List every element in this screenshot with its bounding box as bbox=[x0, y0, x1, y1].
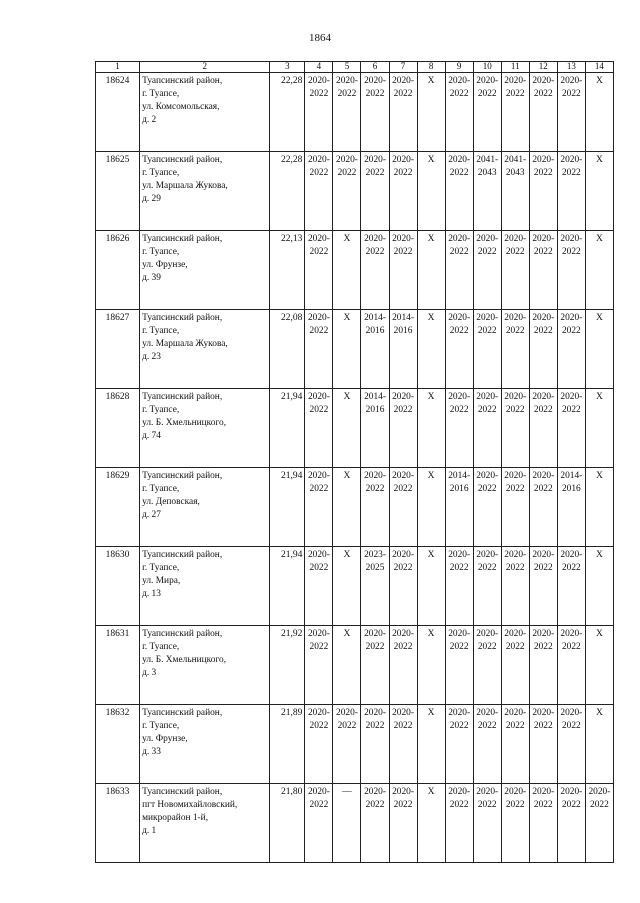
period-cell: 2020- 2022 bbox=[529, 73, 557, 152]
period-cell: 2020- 2022 bbox=[473, 231, 501, 310]
period-cell: 2020- 2022 bbox=[445, 547, 473, 626]
table-row bbox=[96, 73, 614, 152]
address-cell: Туапсинский район, г. Туапсе, ул. Фрунзе, д. 39 bbox=[140, 231, 270, 310]
period-cell: 2020- 2022 bbox=[529, 784, 557, 863]
period-cell: 2020- 2022 bbox=[389, 152, 417, 231]
period-cell: 2014- 2016 bbox=[361, 389, 389, 468]
period-cell: 2020- 2022 bbox=[473, 310, 501, 389]
column-number-cell: 2 bbox=[140, 62, 270, 73]
period-cell: X bbox=[585, 152, 613, 231]
record-id: 18629 bbox=[96, 468, 140, 547]
address-cell: Туапсинский район, г. Туапсе, ул. Деповская, д. 27 bbox=[140, 468, 270, 547]
column-number-cell: 14 bbox=[585, 62, 613, 73]
period-cell: 2020- 2022 bbox=[361, 152, 389, 231]
table-row bbox=[96, 310, 614, 389]
document-table bbox=[95, 61, 614, 863]
period-cell: 2020- 2022 bbox=[501, 547, 529, 626]
period-cell: 2020- 2022 bbox=[333, 73, 361, 152]
period-cell: 2020- 2022 bbox=[389, 705, 417, 784]
column-number-cell: 13 bbox=[557, 62, 585, 73]
period-cell: X bbox=[333, 547, 361, 626]
value-cell: 22,28 bbox=[270, 73, 305, 152]
period-cell: 2020- 2022 bbox=[501, 705, 529, 784]
period-cell: X bbox=[585, 705, 613, 784]
period-cell: 2020- 2022 bbox=[557, 547, 585, 626]
period-cell: 2020- 2022 bbox=[473, 784, 501, 863]
period-cell: 2023- 2025 bbox=[361, 547, 389, 626]
period-cell: X bbox=[417, 310, 445, 389]
table-row bbox=[96, 547, 614, 626]
period-cell: 2020- 2022 bbox=[389, 389, 417, 468]
period-cell: 2020- 2022 bbox=[361, 231, 389, 310]
period-cell: 2020- 2022 bbox=[529, 705, 557, 784]
table-row bbox=[96, 626, 614, 705]
period-cell: 2020- 2022 bbox=[473, 468, 501, 547]
period-cell: 2020- 2022 bbox=[445, 784, 473, 863]
period-cell: 2020- 2022 bbox=[557, 231, 585, 310]
period-cell: X bbox=[417, 231, 445, 310]
period-cell: 2020- 2022 bbox=[529, 152, 557, 231]
period-cell: X bbox=[333, 231, 361, 310]
period-cell: 2020- 2022 bbox=[473, 705, 501, 784]
value-cell: 21,92 bbox=[270, 626, 305, 705]
column-number-cell: 10 bbox=[473, 62, 501, 73]
period-cell: 2020- 2022 bbox=[361, 784, 389, 863]
column-number-cell: 12 bbox=[529, 62, 557, 73]
value-cell: 22,13 bbox=[270, 231, 305, 310]
period-cell: X bbox=[585, 547, 613, 626]
period-cell: 2020- 2022 bbox=[389, 231, 417, 310]
period-cell: 2020- 2022 bbox=[501, 310, 529, 389]
period-cell: 2020- 2022 bbox=[585, 784, 613, 863]
period-cell: 2020- 2022 bbox=[445, 310, 473, 389]
period-cell: 2020- 2022 bbox=[361, 468, 389, 547]
column-number-cell: 5 bbox=[333, 62, 361, 73]
period-cell: 2020- 2022 bbox=[473, 547, 501, 626]
period-cell: 2020- 2022 bbox=[529, 468, 557, 547]
table-row bbox=[96, 705, 614, 784]
period-cell: 2020- 2022 bbox=[557, 73, 585, 152]
table-row bbox=[96, 389, 614, 468]
value-cell: 22,28 bbox=[270, 152, 305, 231]
period-cell: X bbox=[417, 705, 445, 784]
period-cell: 2020- 2022 bbox=[305, 231, 333, 310]
period-cell: X bbox=[585, 626, 613, 705]
period-cell: 2020- 2022 bbox=[473, 389, 501, 468]
period-cell: 2020- 2022 bbox=[445, 73, 473, 152]
period-cell: 2020- 2022 bbox=[305, 389, 333, 468]
period-cell: 2020- 2022 bbox=[305, 468, 333, 547]
period-cell: X bbox=[417, 73, 445, 152]
period-cell: 2020- 2022 bbox=[361, 73, 389, 152]
period-cell: 2020- 2022 bbox=[305, 310, 333, 389]
period-cell: X bbox=[333, 310, 361, 389]
period-cell: 2020- 2022 bbox=[557, 784, 585, 863]
period-cell: 2020- 2022 bbox=[557, 389, 585, 468]
period-cell: 2020- 2022 bbox=[389, 784, 417, 863]
period-cell: X bbox=[585, 231, 613, 310]
record-id: 18630 bbox=[96, 547, 140, 626]
period-cell: 2020- 2022 bbox=[501, 73, 529, 152]
period-cell: 2020- 2022 bbox=[445, 705, 473, 784]
table-row bbox=[96, 468, 614, 547]
period-cell: 2020- 2022 bbox=[361, 705, 389, 784]
period-cell: X bbox=[417, 389, 445, 468]
period-cell: 2020- 2022 bbox=[557, 626, 585, 705]
value-cell: 21,94 bbox=[270, 389, 305, 468]
period-cell: 2020- 2022 bbox=[445, 389, 473, 468]
value-cell: 22,08 bbox=[270, 310, 305, 389]
column-number-cell: 6 bbox=[361, 62, 389, 73]
address-cell: Туапсинский район, пгт Новомихайловский, микрорайон 1-й, д. 1 bbox=[140, 784, 270, 863]
period-cell: 2020- 2022 bbox=[529, 310, 557, 389]
record-id: 18625 bbox=[96, 152, 140, 231]
period-cell: 2020- 2022 bbox=[389, 547, 417, 626]
table-row bbox=[96, 784, 614, 863]
period-cell: X bbox=[585, 468, 613, 547]
value-cell: 21,94 bbox=[270, 547, 305, 626]
record-id: 18631 bbox=[96, 626, 140, 705]
address-cell: Туапсинский район, г. Туапсе, ул. Маршала Жукова, д. 29 bbox=[140, 152, 270, 231]
column-number-cell: 11 bbox=[501, 62, 529, 73]
record-id: 18632 bbox=[96, 705, 140, 784]
period-cell: X bbox=[585, 310, 613, 389]
period-cell: X bbox=[417, 152, 445, 231]
period-cell: 2020- 2022 bbox=[305, 784, 333, 863]
address-cell: Туапсинский район, г. Туапсе, ул. Мира, д. 13 bbox=[140, 547, 270, 626]
record-id: 18633 bbox=[96, 784, 140, 863]
value-cell: 21,89 bbox=[270, 705, 305, 784]
period-cell: 2020- 2022 bbox=[389, 468, 417, 547]
period-cell: 2014- 2016 bbox=[557, 468, 585, 547]
period-cell: 2020- 2022 bbox=[445, 626, 473, 705]
period-cell: X bbox=[585, 389, 613, 468]
period-cell: 2020- 2022 bbox=[501, 231, 529, 310]
address-cell: Туапсинский район, г. Туапсе, ул. Комсомольская, д. 2 bbox=[140, 73, 270, 152]
table-row bbox=[96, 231, 614, 310]
period-cell: 2014- 2016 bbox=[445, 468, 473, 547]
value-cell: 21,94 bbox=[270, 468, 305, 547]
period-cell: 2020- 2022 bbox=[501, 389, 529, 468]
record-id: 18627 bbox=[96, 310, 140, 389]
address-cell: Туапсинский район, г. Туапсе, ул. Фрунзе, д. 33 bbox=[140, 705, 270, 784]
period-cell: X bbox=[417, 468, 445, 547]
period-cell: 2020- 2022 bbox=[557, 152, 585, 231]
period-cell: 2020- 2022 bbox=[389, 626, 417, 705]
record-id: 18624 bbox=[96, 73, 140, 152]
period-cell: 2020- 2022 bbox=[529, 231, 557, 310]
period-cell: 2020- 2022 bbox=[557, 705, 585, 784]
period-cell: X bbox=[333, 468, 361, 547]
address-cell: Туапсинский район, г. Туапсе, ул. Б. Хмельницкого, д. 74 bbox=[140, 389, 270, 468]
period-cell: 2020- 2022 bbox=[333, 705, 361, 784]
period-cell: 2020- 2022 bbox=[445, 152, 473, 231]
period-cell: 2020- 2022 bbox=[473, 73, 501, 152]
period-cell: 2014- 2016 bbox=[361, 310, 389, 389]
period-cell: 2020- 2022 bbox=[529, 626, 557, 705]
value-cell: 21,80 bbox=[270, 784, 305, 863]
period-cell: X bbox=[417, 547, 445, 626]
period-cell: 2020- 2022 bbox=[501, 468, 529, 547]
column-number-cell: 3 bbox=[270, 62, 305, 73]
period-cell: 2020- 2022 bbox=[529, 389, 557, 468]
address-cell: Туапсинский район, г. Туапсе, ул. Б. Хмельницкого, д. 3 bbox=[140, 626, 270, 705]
period-cell: X bbox=[333, 389, 361, 468]
page-number: 1864 bbox=[309, 32, 331, 44]
column-number-cell: 9 bbox=[445, 62, 473, 73]
address-cell: Туапсинский район, г. Туапсе, ул. Маршала Жукова, д. 23 bbox=[140, 310, 270, 389]
period-cell: 2020- 2022 bbox=[333, 152, 361, 231]
period-cell: X bbox=[333, 626, 361, 705]
period-cell: 2020- 2022 bbox=[445, 231, 473, 310]
period-cell: 2020- 2022 bbox=[305, 547, 333, 626]
period-cell: 2020- 2022 bbox=[305, 626, 333, 705]
period-cell: 2020- 2022 bbox=[305, 152, 333, 231]
column-number-cell: 4 bbox=[305, 62, 333, 73]
period-cell: — bbox=[333, 784, 361, 863]
period-cell: 2020- 2022 bbox=[529, 547, 557, 626]
period-cell: 2020- 2022 bbox=[305, 705, 333, 784]
column-number-cell: 1 bbox=[96, 62, 140, 73]
period-cell: 2020- 2022 bbox=[361, 626, 389, 705]
period-cell: 2020- 2022 bbox=[305, 73, 333, 152]
period-cell: 2014- 2016 bbox=[389, 310, 417, 389]
period-cell: 2020- 2022 bbox=[473, 626, 501, 705]
period-cell: 2041- 2043 bbox=[473, 152, 501, 231]
period-cell: 2020- 2022 bbox=[389, 73, 417, 152]
period-cell: X bbox=[417, 784, 445, 863]
column-number-cell: 8 bbox=[417, 62, 445, 73]
record-id: 18628 bbox=[96, 389, 140, 468]
column-number-cell: 7 bbox=[389, 62, 417, 73]
table-row bbox=[96, 152, 614, 231]
period-cell: 2020- 2022 bbox=[557, 310, 585, 389]
period-cell: 2020- 2022 bbox=[501, 626, 529, 705]
period-cell: 2020- 2022 bbox=[501, 784, 529, 863]
period-cell: X bbox=[585, 73, 613, 152]
record-id: 18626 bbox=[96, 231, 140, 310]
period-cell: 2041- 2043 bbox=[501, 152, 529, 231]
period-cell: X bbox=[417, 626, 445, 705]
column-number-row bbox=[96, 62, 614, 73]
